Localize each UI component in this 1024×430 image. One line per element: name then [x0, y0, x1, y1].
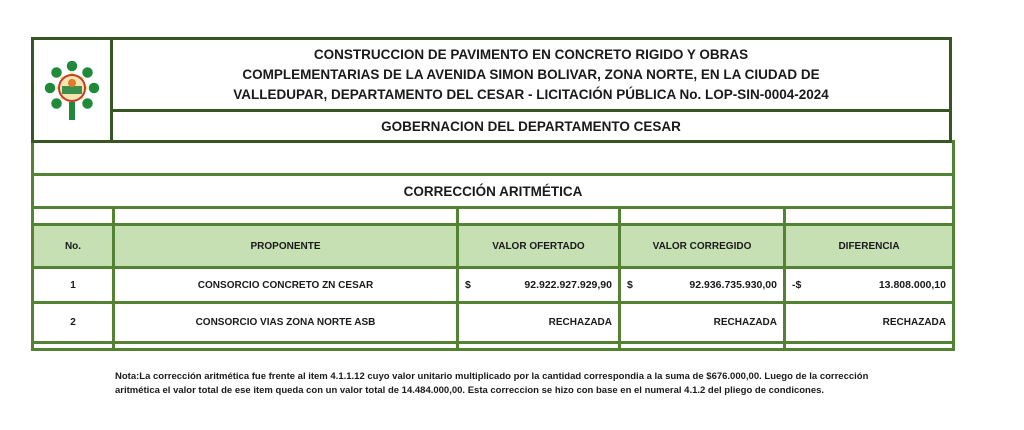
spacer-cell: [458, 208, 620, 225]
col-header-valor-corregido: VALOR CORREGIDO: [620, 225, 785, 268]
section-title-row: [33, 175, 954, 208]
spacer-cell: [114, 208, 458, 225]
amount: 13.808.000,10: [878, 279, 946, 291]
amount: 92.922.927.929,90: [524, 279, 612, 291]
col-header-no: No.: [33, 225, 114, 268]
cell-valor-corregido: [620, 268, 785, 303]
logo-cell: [34, 40, 113, 140]
spacer-cell: [785, 208, 954, 225]
currency-symbol: $: [627, 279, 633, 291]
tail-row: [33, 343, 954, 350]
spacer-row: [33, 208, 954, 225]
cell-valor-corregido: RECHAZADA: [620, 303, 785, 343]
cell-valor-ofertado: [458, 268, 620, 303]
currency-symbol: -$: [792, 279, 802, 291]
blank-cell: [33, 142, 954, 175]
tail-cell: [114, 343, 458, 350]
tail-cell: [33, 343, 114, 350]
amount: 92.936.735.930,00: [689, 279, 777, 291]
tail-cell: [785, 343, 954, 350]
section-title: CORRECCIÓN ARITMÉTICA: [33, 175, 954, 208]
col-header-diferencia: DIFERENCIA: [785, 225, 954, 268]
tail-cell: [620, 343, 785, 350]
correction-sheet: [31, 37, 952, 351]
table-row: [33, 268, 954, 303]
spacer-cell: [33, 208, 114, 225]
cell-diferencia: RECHAZADA: [785, 303, 954, 343]
correction-table: [31, 140, 955, 351]
col-header-proponente: PROPONENTE: [114, 225, 458, 268]
column-header-row: [33, 225, 954, 268]
project-title: [113, 40, 949, 112]
table-row: [33, 303, 954, 343]
cell-proponente: CONSORCIO CONCRETO ZN CESAR: [114, 268, 458, 303]
cell-valor-ofertado: RECHAZADA: [458, 303, 620, 343]
currency-symbol: $: [465, 279, 471, 291]
blank-row: [33, 142, 954, 175]
cell-no: 1: [33, 268, 114, 303]
spacer-cell: [620, 208, 785, 225]
col-header-valor-ofertado: VALOR OFERTADO: [458, 225, 620, 268]
note-line-1: Nota:La corrección aritmética fue frente al item 4.1.1.12 cuyo valor unitario multiplicado por la cantidad correspondia a la suma de $676.000,00. Luego de la corrección: [115, 371, 869, 382]
cell-no: 2: [33, 303, 114, 343]
title-line-3: VALLEDUPAR, DEPARTAMENTO DEL CESAR - LICITACIÓN PÚBLICA No. LOP-SIN-0004-2024: [233, 86, 829, 102]
cell-diferencia: [785, 268, 954, 303]
title-line-1: CONSTRUCCION DE PAVIMENTO EN CONCRETO RIGIDO Y OBRAS: [313, 46, 749, 62]
entity-name: GOBERNACION DEL DEPARTAMENTO CESAR: [381, 118, 681, 134]
title-line-2: COMPLEMENTARIAS DE LA AVENIDA SIMON BOLIVAR, ZONA NORTE, EN LA CIUDAD DE: [242, 66, 820, 82]
gobernacion-cesar-emblem-icon: [41, 58, 103, 122]
tail-cell: [458, 343, 620, 350]
correction-note: [115, 370, 915, 398]
document-header: [31, 37, 952, 143]
note-line-2: aritmética el valor total de ese item queda con un valor total de 14.484.000,00. Esta correccion se hizo con base en el numeral 4.1.2 del pliego de condicones.: [115, 385, 825, 396]
cell-proponente: CONSORCIO VIAS ZONA NORTE ASB: [114, 303, 458, 343]
